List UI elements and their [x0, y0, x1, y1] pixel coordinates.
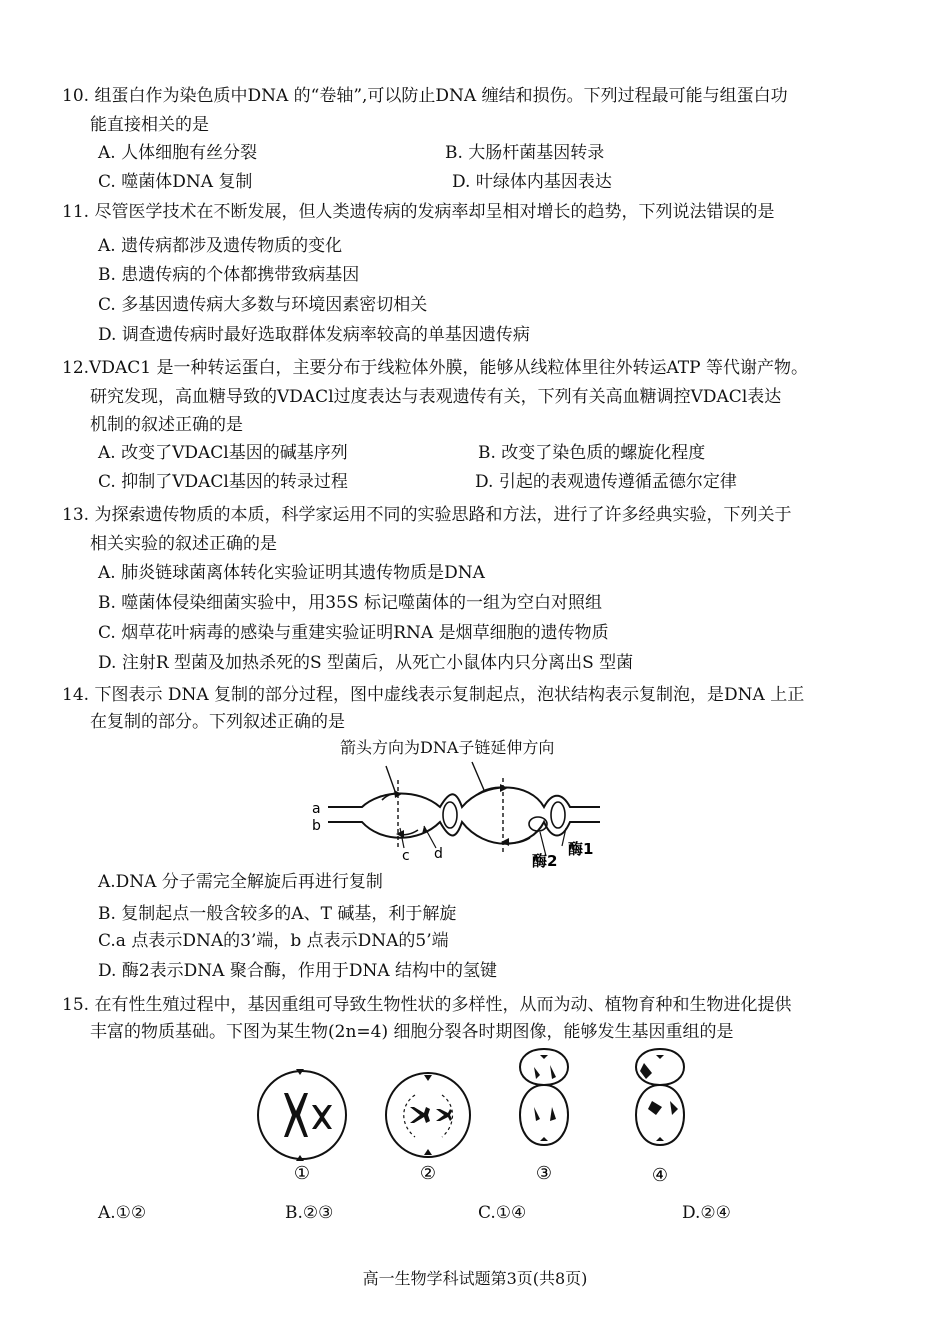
- q11-option-c: C. 多基因遗传病大多数与环境因素密切相关: [98, 295, 428, 315]
- cell-division-figures: [250, 1045, 710, 1195]
- fig-label-a: a: [312, 801, 321, 817]
- q13-stem-line2: 相关实验的叙述正确的是: [90, 534, 277, 554]
- cell-label-2: ②: [419, 1163, 437, 1184]
- q10-option-d: D. 叶绿体内基因表达: [452, 172, 612, 192]
- q14-option-c: C.a 点表示DNA的3’端，b 点表示DNA的5’端: [98, 931, 449, 951]
- q15-option-c: C.①④: [478, 1203, 527, 1223]
- q14-option-b: B. 复制起点一般含较多的A、T 碱基，利于解旋: [98, 904, 457, 924]
- fig-label-c: c: [402, 848, 410, 864]
- fig-label-b: b: [312, 818, 321, 834]
- q14-stem-line1: 14. 下图表示 DNA 复制的部分过程，图中虚线表示复制起点，泡状结构表示复制泡，是DNA 上正: [62, 685, 805, 705]
- dna-replication-figure: [300, 760, 620, 870]
- q12-option-a: A. 改变了VDACl基因的碱基序列: [98, 443, 348, 463]
- q15-stem-line1: 15. 在有性生殖过程中，基因重组可导致生物性状的多样性，从而为动、植物育种和生物进化提供: [62, 995, 792, 1015]
- q12-option-c: C. 抑制了VDACl基因的转录过程: [98, 472, 348, 492]
- q14-option-d: D. 酶2表示DNA 聚合酶，作用于DNA 结构中的氢键: [98, 961, 498, 981]
- q14-option-a: A.DNA 分子需完全解旋后再进行复制: [98, 872, 383, 892]
- q15-option-b: B.②③: [285, 1203, 334, 1223]
- q10-stem-line2: 能直接相关的是: [90, 115, 209, 135]
- q15-stem-line2: 丰富的物质基础。下图为某生物(2n=4) 细胞分裂各时期图像，能够发生基因重组的是: [90, 1022, 734, 1042]
- q10-option-a: A. 人体细胞有丝分裂: [98, 143, 258, 163]
- q12-option-b: B. 改变了染色质的螺旋化程度: [478, 443, 706, 463]
- cell-label-4: ④: [651, 1165, 669, 1186]
- fig-label-enzyme1: 酶1: [568, 840, 594, 858]
- fig-label-enzyme2: 酶2: [532, 852, 558, 870]
- fig-label-d: d: [434, 846, 443, 862]
- q12-stem-line2: 研究发现，高血糖导致的VDACl过度表达与表观遗传有关，下列有关高血糖调控VDACl表达: [90, 387, 782, 407]
- q11-option-a: A. 遗传病都涉及遗传物质的变化: [98, 236, 343, 256]
- q11-option-d: D. 调查遗传病时最好选取群体发病率较高的单基因遗传病: [98, 325, 530, 345]
- q15-option-a: A.①②: [98, 1203, 147, 1223]
- cell-label-1: ①: [293, 1163, 311, 1184]
- q10-stem-line1: 10. 组蛋白作为染色质中DNA 的“卷轴”,可以防止DNA 缠结和损伤。下列过程最可能与组蛋白功: [62, 86, 788, 106]
- q11-stem-line1: 11. 尽管医学技术在不断发展，但人类遗传病的发病率却呈相对增长的趋势，下列说法错误的是: [62, 202, 775, 222]
- q14-figure-caption: 箭头方向为DNA子链延伸方向: [340, 738, 555, 757]
- cell-label-3: ③: [535, 1163, 553, 1184]
- q11-option-b: B. 患遗传病的个体都携带致病基因: [98, 265, 360, 285]
- q13-stem-line1: 13. 为探索遗传物质的本质，科学家运用不同的实验思路和方法，进行了许多经典实验，下列关于: [62, 505, 792, 525]
- q13-option-c: C. 烟草花叶病毒的感染与重建实验证明RNA 是烟草细胞的遗传物质: [98, 623, 609, 643]
- q13-option-a: A. 肺炎链球菌离体转化实验证明其遗传物质是DNA: [98, 563, 485, 583]
- q12-stem-line3: 机制的叙述正确的是: [90, 415, 243, 435]
- q14-stem-line2: 在复制的部分。下列叙述正确的是: [90, 712, 345, 732]
- q10-option-c: C. 噬菌体DNA 复制: [98, 172, 253, 192]
- q13-option-d: D. 注射R 型菌及加热杀死的S 型菌后，从死亡小鼠体内只分离出S 型菌: [98, 653, 634, 673]
- q13-option-b: B. 噬菌体侵染细菌实验中，用35S 标记噬菌体的一组为空白对照组: [98, 593, 602, 613]
- q10-option-b: B. 大肠杆菌基因转录: [445, 143, 605, 163]
- q12-option-d: D. 引起的表观遗传遵循孟德尔定律: [475, 472, 737, 492]
- q15-option-d: D.②④: [682, 1203, 731, 1223]
- page-footer: 高一生物学科试题第3页(共8页): [362, 1269, 588, 1288]
- q12-stem-line1: 12.VDAC1 是一种转运蛋白，主要分布于线粒体外膜，能够从线粒体里往外转运ATP 等代谢产物。: [62, 358, 808, 378]
